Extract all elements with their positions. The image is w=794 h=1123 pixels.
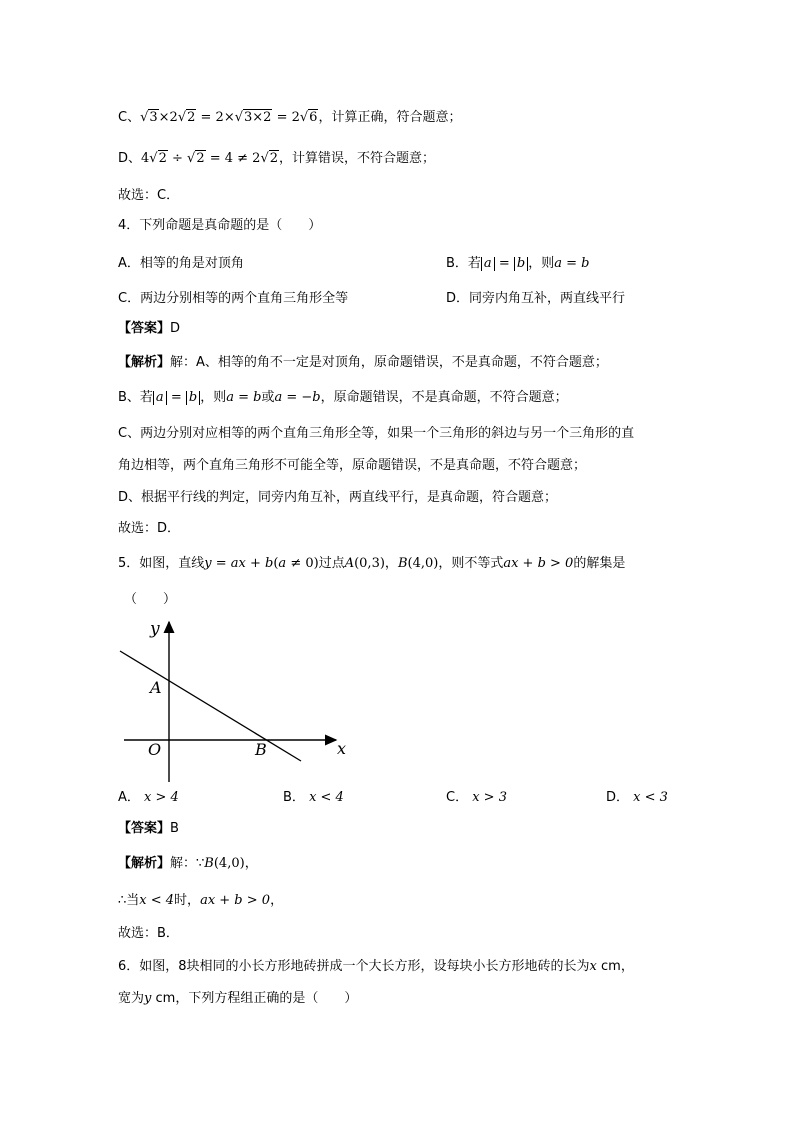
q5-answer: 【答案】B — [118, 821, 179, 836]
y-axis-label: y — [150, 619, 160, 639]
q6-stem-line2: 宽为y cm，下列方程组正确的是（ ） — [118, 991, 358, 1006]
q3-option-c-line: C、√3×2√2 = 2×√3×2 = 2√6，计算正确，符合题意； — [118, 110, 462, 125]
x-axis-label: x — [337, 739, 347, 758]
math-expression: √3×2√2 = 2×√3×2 = 2√6 — [140, 110, 318, 125]
q5-option-c: C． x > 3 — [446, 790, 507, 805]
q4-option-a: A．相等的角是对顶角 — [118, 256, 244, 271]
q3-choose-line: 故选：C． — [118, 188, 180, 203]
q5-option-b: B． x < 4 — [283, 790, 344, 805]
q5-paren: （ ） — [124, 592, 177, 607]
origin-label: O — [148, 740, 162, 759]
math-expression: a = b — [153, 390, 200, 405]
q5-analysis-2: ∴当x < 4时，ax + b > 0， — [118, 893, 284, 908]
math-expression: 4√2 ÷ √2 = 4 ≠ 2√2 — [141, 151, 279, 166]
q6-stem-line1: 6．如图，8块相同的小长方形地砖拼成一个大长方形，设每块小长方形地砖的长为x cm， — [118, 959, 634, 974]
q4-analysis-b: B、若 a = b ，则a = b或a = −b，原命题错误，不是真命题，不符合题意； — [118, 390, 568, 405]
q4-analysis-c2: 角边相等，两个直角三角形不可能全等，原命题错误，不是真命题，不符合题意； — [118, 458, 587, 473]
point-a-label: A — [150, 678, 162, 697]
q5-choose-line: 故选：B． — [118, 926, 179, 941]
q5-option-d: D． x < 3 — [606, 790, 668, 805]
q5-option-a: A． x > 4 — [118, 790, 179, 805]
math-expression: a = b — [481, 256, 528, 271]
q4-analysis-a: 【解析】解：A、相等的角不一定是对顶角，原命题错误，不是真命题，不符合题意； — [118, 355, 608, 370]
q4-option-b: B．若 a = b ，则a = b — [446, 256, 590, 271]
q5-analysis-1: 【解析】解：∵B(4,0)， — [118, 856, 258, 871]
q4-choose-line: 故选：D． — [118, 521, 181, 536]
q4-analysis-c1: C、两边分别对应相等的两个直角三角形全等，如果一个三角形的斜边与另一个三角形的直 — [118, 426, 635, 441]
q4-option-d: D．同旁内角互补，两直线平行 — [446, 291, 626, 306]
q3-option-d-line: D、4√2 ÷ √2 = 4 ≠ 2√2，计算错误，不符合题意； — [118, 151, 436, 166]
point-b-label: B — [255, 740, 267, 759]
q4-option-c: C．两边分别相等的两个直角三角形全等 — [118, 291, 349, 306]
q4-answer: 【答案】D — [118, 321, 181, 336]
q5-graph — [110, 612, 360, 787]
q5-stem: 5．如图，直线y = ax + b(a ≠ 0)过点A(0,3)，B(4,0)，则不等式ax + b > 0的解集是 — [118, 556, 626, 571]
q4-analysis-d: D、根据平行线的判定，同旁内角互补，两直线平行，是真命题，符合题意； — [118, 490, 558, 505]
q4-stem: 4．下列命题是真命题的是（ ） — [118, 218, 322, 233]
